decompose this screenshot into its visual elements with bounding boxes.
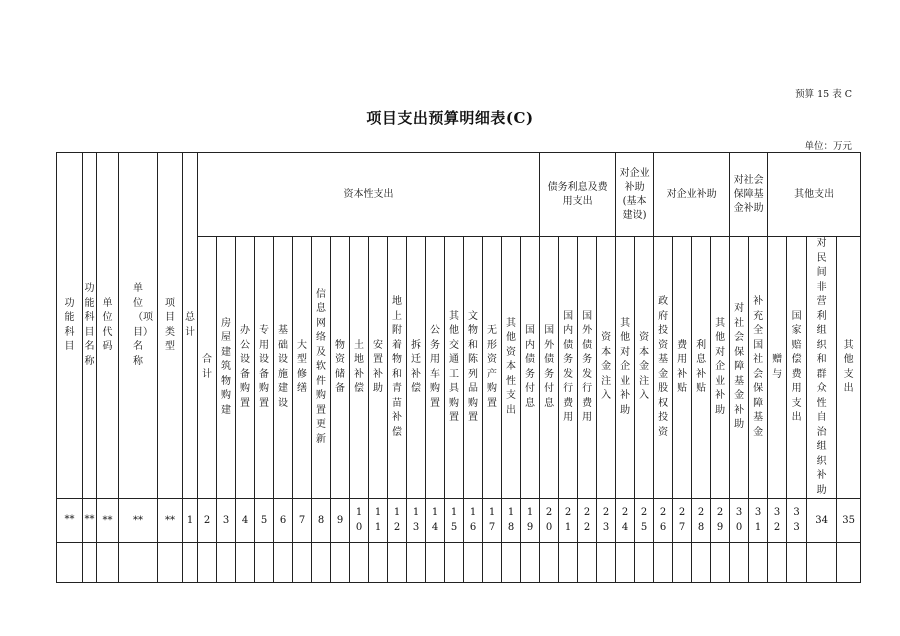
sub-header xyxy=(597,237,616,499)
data-cell xyxy=(331,543,350,583)
sub-header xyxy=(464,237,483,499)
data-cell xyxy=(540,543,559,583)
data-cell xyxy=(369,543,388,583)
sub-header xyxy=(837,237,861,499)
data-cell xyxy=(502,543,521,583)
group-header xyxy=(198,153,540,237)
data-cell xyxy=(183,543,198,583)
data-cell xyxy=(217,543,236,583)
sub-header xyxy=(331,237,350,499)
column-number xyxy=(312,499,331,543)
column-number-value: 32 xyxy=(773,507,781,533)
sub-header-label: 地上附着物和青苗补偿 xyxy=(392,296,402,438)
data-cell xyxy=(654,543,673,583)
data-cell xyxy=(521,543,540,583)
column-number-value: 12 xyxy=(393,507,401,533)
column-number xyxy=(673,499,692,543)
data-cell xyxy=(255,543,274,583)
column-number-value: 7 xyxy=(298,515,306,526)
column-number xyxy=(837,499,861,543)
column-number xyxy=(407,499,426,543)
column-number-value: 29 xyxy=(716,507,724,533)
sub-header xyxy=(807,237,837,499)
sub-header-label: 土地补偿 xyxy=(354,339,364,394)
column-number xyxy=(350,499,369,543)
column-number xyxy=(654,499,673,543)
sub-header-label: 其他对企业补助 xyxy=(620,317,631,416)
column-number xyxy=(426,499,445,543)
column-number-value: 8 xyxy=(317,515,325,526)
sub-header xyxy=(749,237,768,499)
group-header xyxy=(654,153,730,237)
column-number-value: 6 xyxy=(279,515,287,526)
data-cell xyxy=(158,543,183,583)
data-cell xyxy=(119,543,158,583)
data-cell xyxy=(807,543,837,583)
column-number xyxy=(183,499,198,543)
data-cell xyxy=(483,543,502,583)
sub-header-label: 国家赔偿费用支出 xyxy=(791,310,802,423)
sub-header xyxy=(445,237,464,499)
sub-header xyxy=(407,237,426,499)
column-number-value: 14 xyxy=(431,507,439,533)
sub-header xyxy=(673,237,692,499)
sub-header-label: 国内债务付息 xyxy=(525,325,536,409)
column-header xyxy=(119,153,158,499)
sub-header xyxy=(369,237,388,499)
column-number-value: 22 xyxy=(583,507,591,533)
sub-header xyxy=(426,237,445,499)
data-cell xyxy=(616,543,635,583)
group-header-label: 资本性支出 xyxy=(343,188,394,200)
column-header-label: 功能科目 xyxy=(64,297,75,352)
column-number xyxy=(331,499,350,543)
sub-header xyxy=(635,237,654,499)
column-header xyxy=(183,153,198,499)
code-row xyxy=(57,499,861,543)
column-number-value: 18 xyxy=(507,507,515,533)
column-number-value: 33 xyxy=(793,507,800,533)
column-number-value: 15 xyxy=(450,507,458,533)
sub-header-label: 房屋建筑物购建 xyxy=(221,317,231,416)
column-number-value: 28 xyxy=(697,507,705,533)
column-number-value: 19 xyxy=(526,507,534,533)
page-title: 项目支出预算明细表(C) xyxy=(366,109,534,127)
column-number xyxy=(521,499,540,543)
sub-header-label: 其他对企业补助 xyxy=(715,317,726,416)
data-cell xyxy=(426,543,445,583)
sub-header-label: 基础设施建设 xyxy=(278,325,288,409)
group-header-label: 债务利息及费用支出 xyxy=(547,181,608,207)
data-cell xyxy=(293,543,312,583)
sub-header xyxy=(578,237,597,499)
data-cell xyxy=(711,543,730,583)
sub-header-label: 对社会保障基金补助 xyxy=(734,303,745,431)
data-cell xyxy=(673,543,692,583)
code-cell xyxy=(158,499,183,543)
sub-header-label: 赠与 xyxy=(772,354,783,380)
column-header-label: 功能科目名称 xyxy=(84,283,95,367)
column-header-label: 单位（项目）名称 xyxy=(133,283,153,367)
group-header xyxy=(768,153,861,237)
sub-header-label: 对民间非营利组织和群众性自治组织补助 xyxy=(816,238,827,496)
data-cell xyxy=(83,543,97,583)
group-header-row xyxy=(57,153,861,237)
code-value: ** xyxy=(165,515,175,526)
group-header-label: 对企业补助(基本建设) xyxy=(619,167,650,221)
data-cell xyxy=(597,543,616,583)
code-value: ** xyxy=(64,514,75,526)
group-header xyxy=(616,153,654,237)
group-header xyxy=(730,153,768,237)
sub-header xyxy=(654,237,673,499)
sub-header-label: 办公设备购置 xyxy=(240,325,250,409)
column-header-label: 项目类型 xyxy=(165,297,175,352)
column-number-value: 23 xyxy=(602,507,610,533)
column-number xyxy=(730,499,749,543)
data-cell xyxy=(407,543,426,583)
data-cell xyxy=(274,543,293,583)
sub-header-label: 费用补贴 xyxy=(677,339,688,394)
column-number-value: 4 xyxy=(241,515,249,526)
column-number xyxy=(540,499,559,543)
column-number xyxy=(445,499,464,543)
data-cell xyxy=(692,543,711,583)
data-cell xyxy=(388,543,407,583)
column-number-value: 3 xyxy=(222,515,230,526)
sub-header-label: 国内债务发行费用 xyxy=(563,310,574,423)
data-cell xyxy=(749,543,768,583)
column-number-value: 34 xyxy=(815,515,828,526)
column-number-value: 27 xyxy=(678,507,686,533)
code-cell xyxy=(83,499,97,543)
data-cell xyxy=(559,543,578,583)
column-number-value: 25 xyxy=(640,507,648,533)
sub-header-label: 国外债务付息 xyxy=(544,325,555,409)
column-number xyxy=(807,499,837,543)
sub-header xyxy=(483,237,502,499)
column-number-value: 30 xyxy=(735,507,743,533)
sub-header xyxy=(711,237,730,499)
code-value: ** xyxy=(84,514,95,526)
column-number-value: 24 xyxy=(621,507,629,533)
sub-header xyxy=(312,237,331,499)
sub-header xyxy=(388,237,407,499)
sub-header-label: 政府投资基金股权投资 xyxy=(658,296,669,438)
sub-header xyxy=(787,237,807,499)
column-number-value: 21 xyxy=(564,507,572,533)
sub-header-label: 利息补贴 xyxy=(696,339,707,394)
column-number-value: 20 xyxy=(545,507,553,533)
column-number-value: 11 xyxy=(374,507,382,533)
data-cell xyxy=(837,543,861,583)
form-number: 预算 15 表 C xyxy=(795,89,852,100)
sub-header xyxy=(350,237,369,499)
column-header-label: 总计 xyxy=(185,312,195,338)
column-number xyxy=(768,499,787,543)
data-cell xyxy=(730,543,749,583)
column-header xyxy=(158,153,183,499)
column-header xyxy=(97,153,119,499)
sub-header-label: 拆迁补偿 xyxy=(411,339,421,394)
column-header-label: 单位代码 xyxy=(102,297,113,352)
sub-header-label: 资本金注入 xyxy=(601,332,612,402)
sub-header-label: 其他支出 xyxy=(843,339,854,394)
column-number xyxy=(749,499,768,543)
column-number xyxy=(502,499,521,543)
data-cell xyxy=(445,543,464,583)
code-cell xyxy=(119,499,158,543)
column-number-value: 35 xyxy=(842,515,855,526)
group-header-label: 对企业补助 xyxy=(666,188,717,200)
column-header xyxy=(83,153,97,499)
column-number xyxy=(616,499,635,543)
group-header xyxy=(540,153,616,237)
sub-header xyxy=(559,237,578,499)
column-number xyxy=(483,499,502,543)
group-header-label: 其他支出 xyxy=(794,188,835,200)
column-number xyxy=(559,499,578,543)
unit-label: 单位：万元 xyxy=(804,141,852,152)
sub-header-label: 合计 xyxy=(202,354,212,380)
data-cell xyxy=(768,543,787,583)
code-value: ** xyxy=(102,515,113,526)
column-number xyxy=(692,499,711,543)
column-number xyxy=(635,499,654,543)
sub-header-label: 其他资本性支出 xyxy=(506,317,516,416)
column-number-value: 13 xyxy=(412,507,420,533)
code-value: ** xyxy=(133,515,143,526)
column-number xyxy=(388,499,407,543)
sub-header xyxy=(236,237,255,499)
column-number xyxy=(236,499,255,543)
sub-header-label: 文物和陈列品购置 xyxy=(468,310,478,423)
column-number xyxy=(711,499,730,543)
sub-header-label: 补充全国社会保障基金 xyxy=(753,296,764,438)
sub-header-label: 国外债务发行费用 xyxy=(582,310,593,423)
column-number-value: 31 xyxy=(754,507,762,533)
sub-header xyxy=(198,237,217,499)
sub-header xyxy=(255,237,274,499)
sub-header xyxy=(217,237,236,499)
column-number-value: 26 xyxy=(659,507,667,533)
sub-header-label: 公务用车购置 xyxy=(430,325,440,409)
column-number-value: 5 xyxy=(260,515,268,526)
column-number-value: 9 xyxy=(336,515,344,526)
column-number xyxy=(198,499,217,543)
column-number xyxy=(597,499,616,543)
sub-header xyxy=(274,237,293,499)
column-number xyxy=(464,499,483,543)
sub-header xyxy=(616,237,635,499)
sub-header xyxy=(768,237,787,499)
budget-table xyxy=(56,152,861,583)
sub-header-label: 物资储备 xyxy=(335,339,345,394)
column-number-value: 10 xyxy=(355,507,363,533)
sub-header-label: 安置补助 xyxy=(373,339,383,394)
data-cell xyxy=(350,543,369,583)
column-number xyxy=(369,499,388,543)
column-number xyxy=(293,499,312,543)
sub-header xyxy=(692,237,711,499)
sub-header-label: 专用设备购置 xyxy=(259,325,269,409)
data-cell xyxy=(57,543,83,583)
column-number xyxy=(274,499,293,543)
code-cell xyxy=(97,499,119,543)
code-cell xyxy=(57,499,83,543)
sub-header-label: 无形资产购置 xyxy=(487,325,497,409)
sub-header xyxy=(502,237,521,499)
data-cell xyxy=(578,543,597,583)
sub-header-label: 信息网络及软件购置更新 xyxy=(316,288,326,445)
column-header xyxy=(57,153,83,499)
data-row xyxy=(57,543,861,583)
sub-header xyxy=(540,237,559,499)
data-cell xyxy=(787,543,807,583)
sub-header xyxy=(730,237,749,499)
sub-header-label: 其他交通工具购置 xyxy=(449,310,459,423)
data-cell xyxy=(312,543,331,583)
column-number xyxy=(578,499,597,543)
group-header-label: 对社会保障基金补助 xyxy=(733,174,764,214)
column-number-value: 1 xyxy=(186,515,194,526)
column-number xyxy=(787,499,807,543)
data-cell xyxy=(635,543,654,583)
data-cell xyxy=(464,543,483,583)
sub-header-label: 资本金注入 xyxy=(639,332,650,402)
column-number xyxy=(217,499,236,543)
sub-header xyxy=(521,237,540,499)
data-cell xyxy=(236,543,255,583)
sub-header-label: 大型修缮 xyxy=(297,339,307,394)
sub-header xyxy=(293,237,312,499)
data-cell xyxy=(97,543,119,583)
column-number-value: 16 xyxy=(469,507,477,533)
column-number xyxy=(255,499,274,543)
column-number-value: 2 xyxy=(203,515,211,526)
data-cell xyxy=(198,543,217,583)
column-number-value: 17 xyxy=(488,507,496,533)
